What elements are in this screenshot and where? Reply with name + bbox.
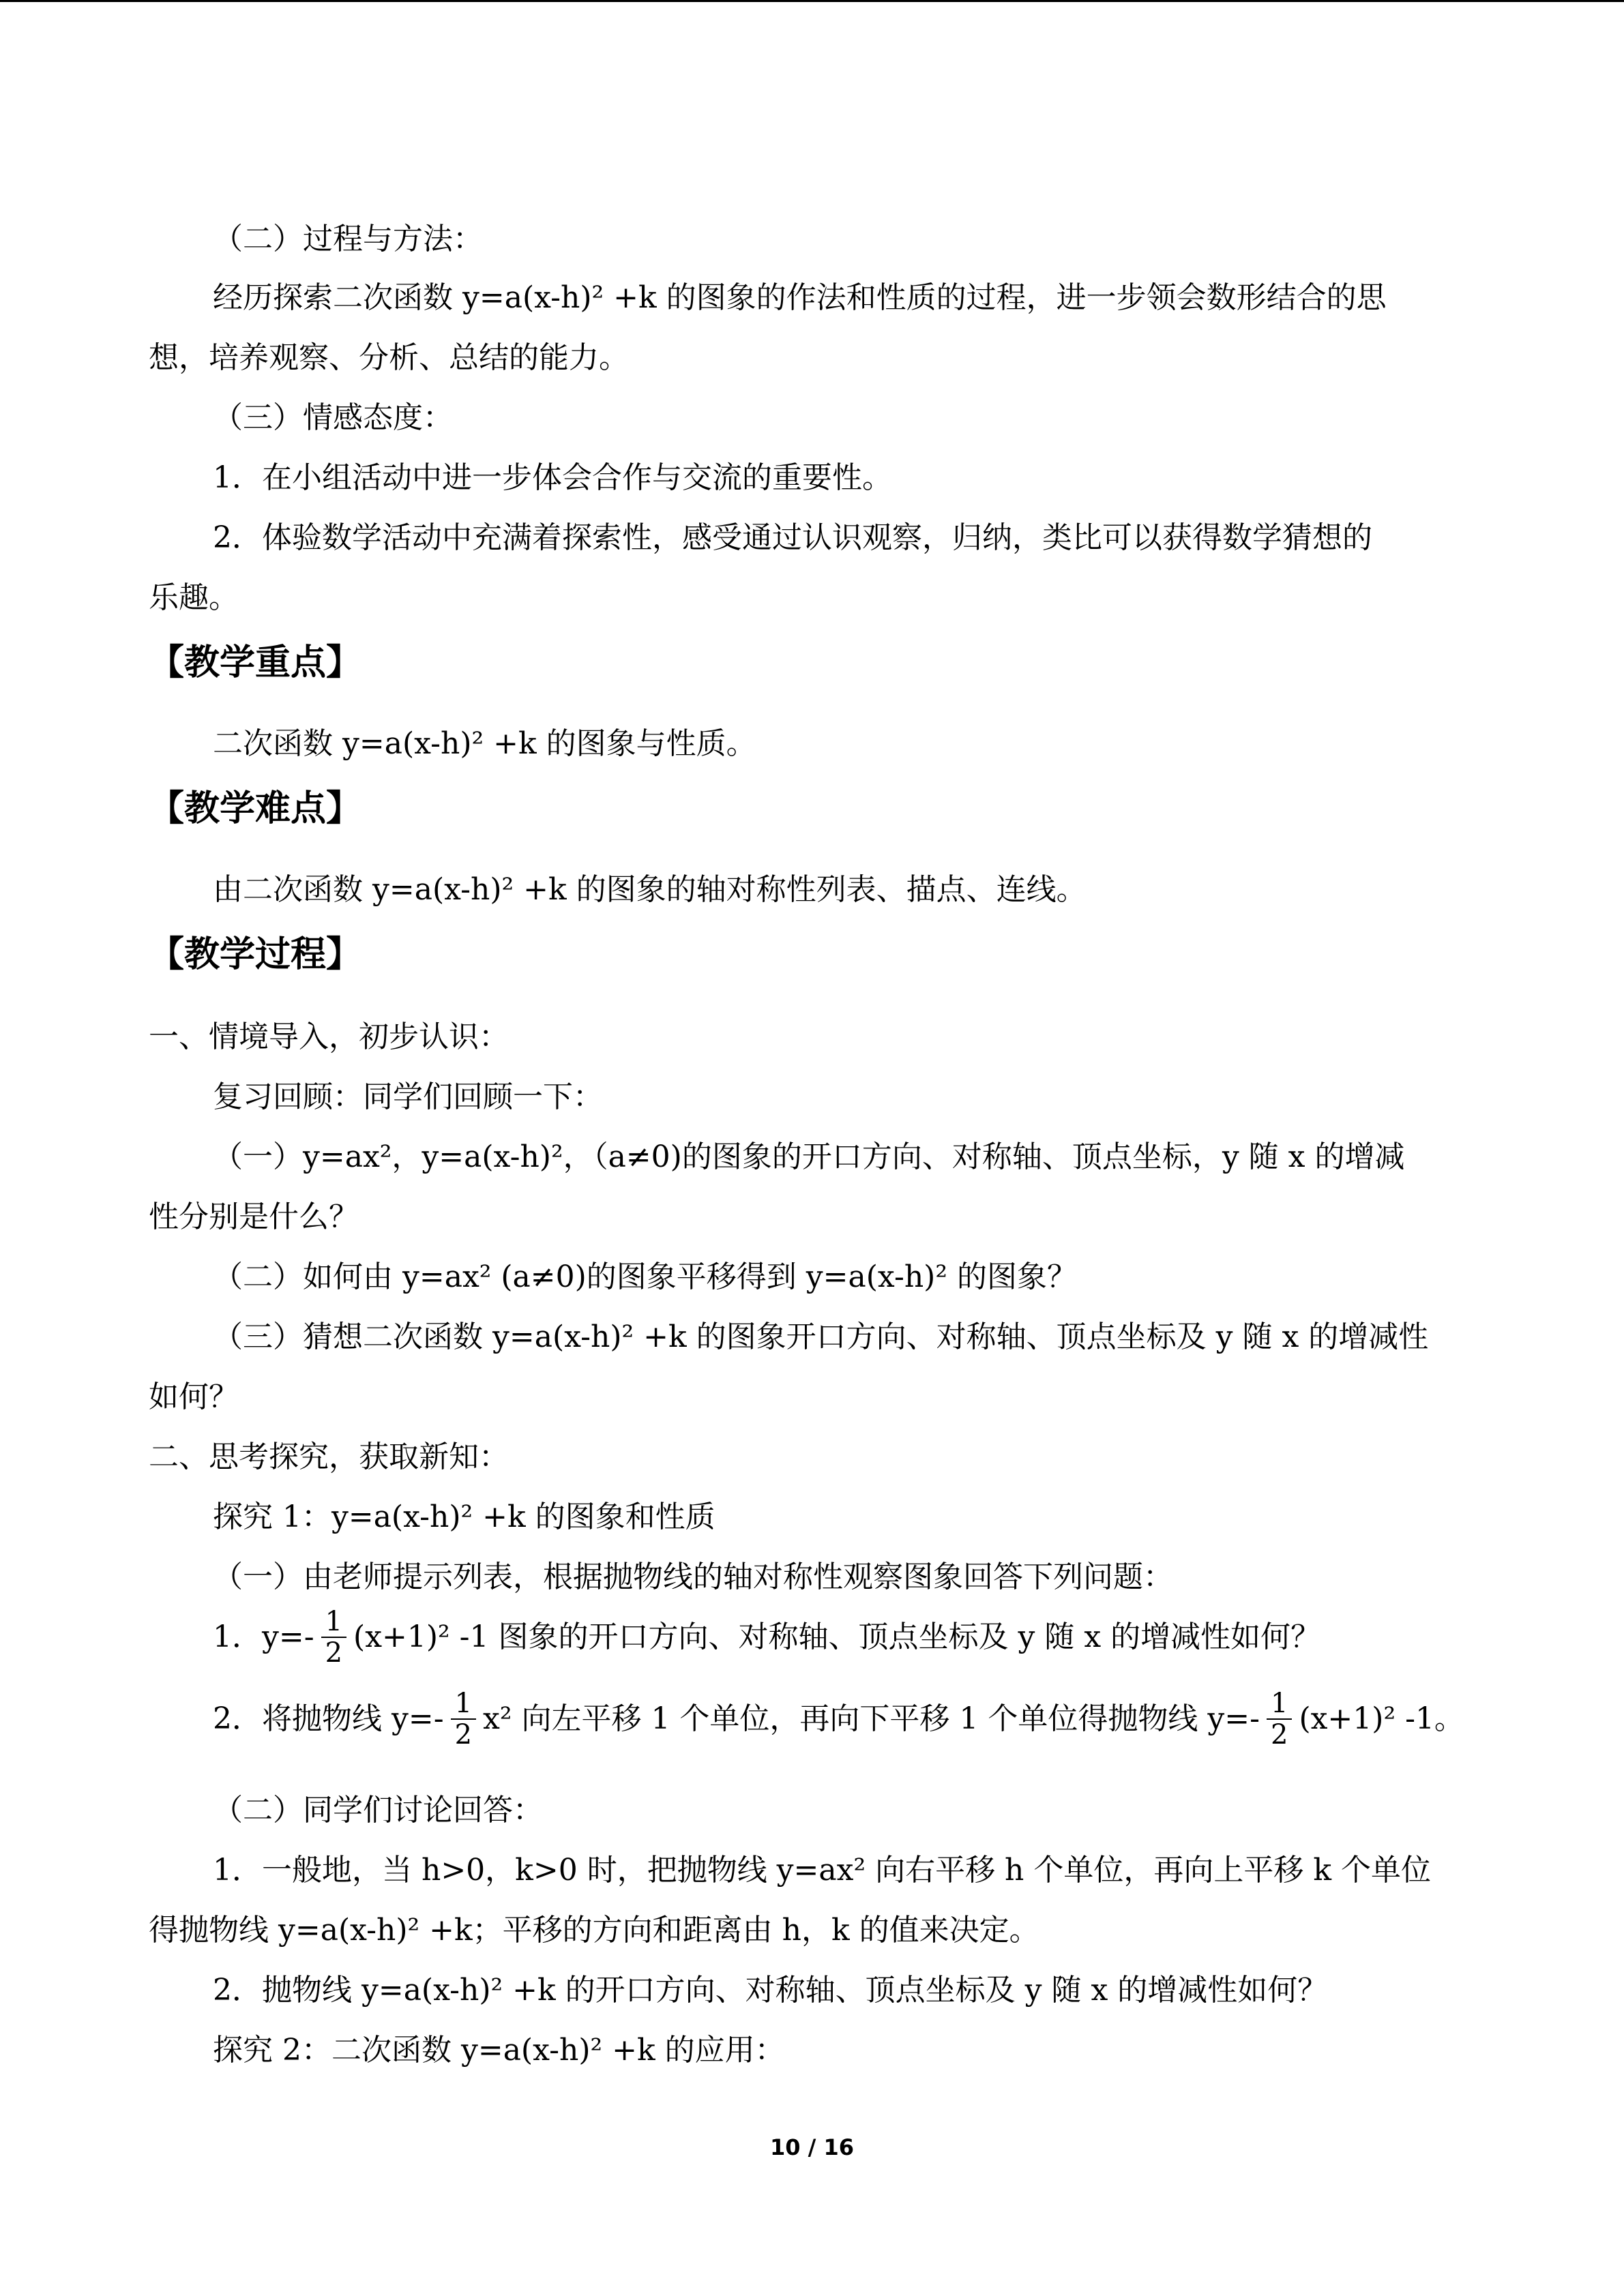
emotion-item-1: 1．在小组活动中进一步体会合作与交流的重要性。 bbox=[213, 460, 892, 495]
fraction-numerator: 1 bbox=[321, 1607, 346, 1638]
review-question-2: （二）如何由 y=ax² (a≠0)的图象平移得到 y=a(x-h)² 的图象？ bbox=[213, 1259, 1077, 1294]
fraction-one-half bbox=[321, 1607, 346, 1668]
teaching-difficulties-heading: 【教学难点】 bbox=[149, 788, 362, 829]
item-1-prefix: 1．y=- bbox=[213, 1620, 314, 1654]
review-question-3-line-2: 如何？ bbox=[149, 1380, 239, 1414]
process-method-text-line-1: 经历探索二次函数 y=a(x-h)² +k 的图象的作法和性质的过程，进一步领会数形结合的思 bbox=[213, 280, 1387, 315]
section-1-title: 一、情境导入，初步认识： bbox=[149, 1019, 509, 1054]
review-question-1-line-1: （一）y=ax²，y=a(x-h)²，（a≠0)的图象的开口方向、对称轴、顶点坐标，y 随 x 的增减 bbox=[213, 1139, 1405, 1174]
review-intro: 复习回顾：同学们回顾一下： bbox=[213, 1079, 603, 1114]
fraction-denominator: 2 bbox=[454, 1719, 473, 1750]
review-question-3-line-1: （三）猜想二次函数 y=a(x-h)² +k 的图象开口方向、对称轴、顶点坐标及 y 随 x 的增减性 bbox=[213, 1320, 1429, 1354]
page-number: 10 / 16 bbox=[769, 2134, 855, 2160]
answer-1-line-1: 1．一般地，当 h>0，k>0 时，把抛物线 y=ax² 向右平移 h 个单位，再向上平移 k 个单位 bbox=[213, 1853, 1432, 1888]
fraction-one-half bbox=[451, 1688, 476, 1750]
fraction-one-half bbox=[1267, 1688, 1292, 1750]
explore-2-title: 探究 2：二次函数 y=a(x-h)² +k 的应用： bbox=[213, 2033, 785, 2068]
teaching-key-points-heading: 【教学重点】 bbox=[149, 642, 362, 683]
fraction-denominator: 2 bbox=[1270, 1719, 1288, 1750]
teaching-process-heading: 【教学过程】 bbox=[149, 934, 362, 975]
fraction-numerator: 1 bbox=[1267, 1688, 1292, 1720]
explore-1-step-1: （一）由老师提示列表，根据抛物线的轴对称性观察图象回答下列问题： bbox=[213, 1560, 1173, 1594]
explore-item-2 bbox=[213, 1685, 1464, 1753]
item-2-middle: x² 向左平移 1 个单位，再向下平移 1 个单位得抛物线 y=- bbox=[483, 1701, 1260, 1736]
emotion-item-2-line-2: 乐趣。 bbox=[149, 580, 239, 615]
answer-2: 2．抛物线 y=a(x-h)² +k 的开口方向、对称轴、顶点坐标及 y 随 x 的增减性如何？ bbox=[213, 1973, 1328, 2008]
item-1-suffix: (x+1)² -1 图象的开口方向、对称轴、顶点坐标及 y 随 x 的增减性如何？ bbox=[353, 1620, 1321, 1654]
fraction-numerator: 1 bbox=[451, 1688, 476, 1720]
review-question-1-line-2: 性分别是什么？ bbox=[149, 1199, 359, 1234]
emotion-item-2-line-1: 2．体验数学活动中充满着探索性，感受通过认识观察，归纳，类比可以获得数学猜想的 bbox=[213, 520, 1372, 555]
fraction-denominator: 2 bbox=[325, 1637, 343, 1669]
explore-1-title: 探究 1：y=a(x-h)² +k 的图象和性质 bbox=[213, 1500, 715, 1534]
item-2-prefix: 2．将抛物线 y=- bbox=[213, 1701, 444, 1736]
teaching-key-points-text: 二次函数 y=a(x-h)² +k 的图象与性质。 bbox=[213, 726, 756, 761]
explore-item-1 bbox=[213, 1603, 1320, 1671]
explore-1-step-2: （二）同学们讨论回答： bbox=[213, 1793, 543, 1828]
teaching-difficulties-text: 由二次函数 y=a(x-h)² +k 的图象的轴对称性列表、描点、连线。 bbox=[213, 872, 1087, 907]
answer-1-line-2: 得抛物线 y=a(x-h)² +k；平移的方向和距离由 h，k 的值来决定。 bbox=[149, 1913, 1039, 1948]
section-2-title: 二、思考探究，获取新知： bbox=[149, 1440, 509, 1474]
emotion-attitude-heading: （三）情感态度： bbox=[213, 400, 453, 435]
process-method-heading: （二）过程与方法： bbox=[213, 222, 483, 256]
item-2-suffix: (x+1)² -1。 bbox=[1299, 1701, 1464, 1736]
process-method-text-line-2: 想，培养观察、分析、总结的能力。 bbox=[149, 340, 629, 375]
